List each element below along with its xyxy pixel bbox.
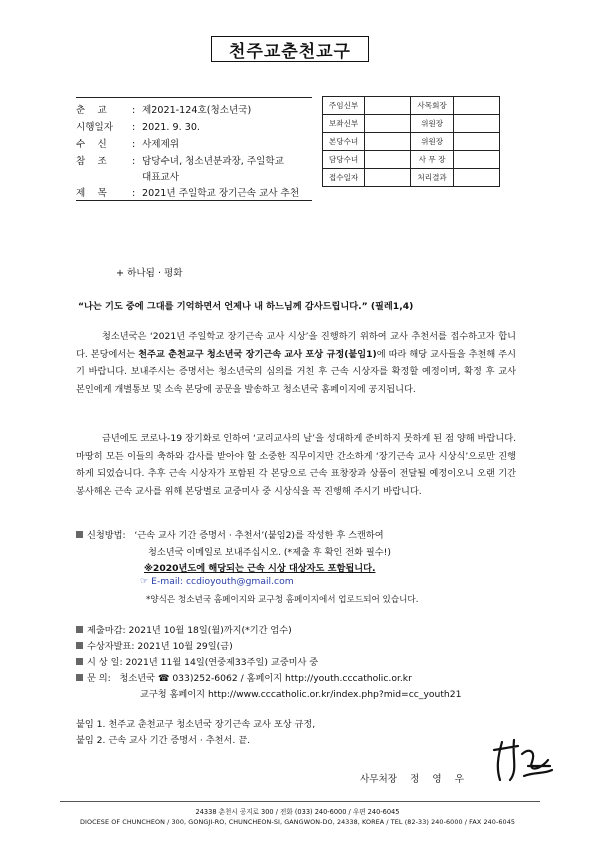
schedule-value: 2021년 11월 14일(연중제33주일) 교중미사 중 [125,657,319,668]
approval-left-label: 접수일자 [323,169,365,187]
header-field-row [76,121,200,135]
schedule-item [76,638,233,652]
paragraph-segment: 에 따라 해당 교사들을 추천해 주시기 바랍니다. 보내주시는 증명서는 청소년국의 심의를 거친 후 근속 시상자를 확정할 예정이며, 확정 후 교사 본인에게 개별통보 및 소속 본당에 공문을 발송하고 청소년국 홈페이지에 공지됩니다. [76,348,516,395]
header-bottom-rule [76,200,312,201]
approval-left-cell [365,97,411,115]
header-field-label: 수 신 [76,139,107,150]
header-field-row [76,187,299,201]
header-field-label: 제 목 [76,188,107,199]
approval-row [323,115,500,133]
approval-right-label: 처리결과 [411,169,453,187]
approval-right-label: 사목회장 [411,97,453,115]
paragraph-segment: 청소년국은 ‘2021년 주일학교 장기근속 교사 시상’을 진행하기 위하여 교사 추천서를 접수하고자 합니다. 본당에서는 [76,331,516,360]
application-email-line [140,576,294,587]
approval-left-label: 담당수녀 [323,151,365,169]
footer-address-korean: 24338 춘천시 공지로 300 / 전화 (033) 240-6000 / 우편 240-6045 [195,808,400,816]
header-field-colon [132,171,142,185]
approval-left-label: 주임신부 [323,97,365,115]
header-field-colon: : [132,139,136,150]
approval-right-cell [453,151,499,169]
approval-right-cell [453,133,499,151]
schedule-label: 제출마감: [87,625,126,636]
schedule-value: 2021년 10월 18일(월)까지(*기간 엄수) [128,625,292,636]
body-paragraph-2-text: 금년에도 코로나-19 장기화로 인하여 ‘교리교사의 날’을 성대하게 준비하지 못하게 된 점 양해 바랍니다. 마땅히 모든 이들의 축하와 감사를 받아야 할 소중한 직무이지만 간소하게 ‘장기근속 교사 시상식’으로만 진행하게 되었습니다. 추후 근속 시상자가 포함된 각 본당으로 근속 표창장과 상품이 전달될 예정이오니 오랜 기간 봉사해온 근속 교사를 위해 본당별로 교중미사 중 시상식을 꼭 진행해 주시기 바랍니다. [76,433,516,497]
application-line-1 [76,527,384,541]
email-link[interactable]: ccdioyouth@gmail.com [185,576,294,587]
footer-rule [60,801,540,802]
attachment-1: 붙임 1. 천주교 춘천교구 청소년국 장기근속 교사 포상 규정, [76,719,316,730]
approval-row [323,133,500,151]
application-line-3 [144,560,376,574]
attachment-2: 붙임 2. 근속 교사 기간 증명서 · 추천서. 끝. [76,735,251,746]
approval-right-cell [453,115,499,133]
approval-left-cell [365,115,411,133]
contact-youth-office: 청소년국 ☎ 033)252-6062 / 홈페이지 http://youth.cccatholic.or.kr [119,673,412,684]
body-paragraph-2 [76,430,516,500]
approval-right-cell [453,97,499,115]
approval-left-label: 보좌신부 [323,115,365,133]
bullet-square-icon [76,658,83,665]
header-field-label: 시행일자 [76,122,114,133]
header-field-value: 제2021-124호(청소년국) [142,105,252,116]
approval-row [323,169,500,187]
greeting: + 하나됨 · 평화 [116,268,183,279]
header-field-colon: : [132,105,136,116]
header-field-colon: : [132,156,136,167]
header-field-colon: : [132,188,136,199]
body-paragraph-1-text [76,328,516,398]
approval-right-label: 사 무 장 [411,151,453,169]
application-line-2: 청소년국 이메일로 보내주십시오. (*제출 후 확인 전화 필수!) [148,547,391,558]
approval-right-label: 위원장 [411,115,453,133]
header-field-label [76,171,132,185]
header-field-label: 참 조 [76,156,107,167]
handwritten-signature [488,736,558,784]
bullet-square-icon [76,531,83,538]
bullet-square-icon [76,642,83,649]
email-pointer: ☞ E-mail: [140,576,186,587]
application-text-1: ‘근속 교사 기간 증명서 · 추천서’(붙임2)를 작성한 후 스캔하여 [134,530,384,541]
approval-row [323,97,500,115]
contact-label: 문 의: [87,673,111,684]
approval-right-label: 위원장 [411,133,453,151]
header-top-rule [76,97,312,98]
scripture-verse: “나는 기도 중에 그대를 기억하면서 언제나 내 하느님께 감사드립니다.” (필레1,4) [78,301,414,312]
header-field-colon: : [132,122,136,133]
schedule-value: 2021년 10월 29일(금) [137,641,233,652]
footer-address-english: DIOCESE OF CHUNCHEON / 300, GONGJI-RO, CHUNCHEON-SI, GANGWON-DO, 24338, KOREA / TEL (82-33) 240-6000 / FAX 240-6045 [79,818,516,826]
paragraph-segment: 천주교 춘천교구 청소년국 장기근속 교사 포상 규정(붙임1) [138,348,377,360]
contact-line-2: 교구청 홈페이지 http://www.cccatholic.or.kr/index.php?mid=cc_youth21 [140,689,462,700]
signature-name: 사무처장 정 영 우 [360,774,465,785]
approval-left-cell [365,169,411,187]
approval-left-cell [365,133,411,151]
schedule-item [76,654,318,668]
form-note: *양식은 청소년국 홈페이지와 교구청 홈페이지에서 업로드되어 있습니다. [146,595,419,605]
org-title: 천주교춘천교구 [211,36,369,62]
schedule-label: 수상자발표: [87,641,135,652]
header-field-row [76,171,179,185]
schedule-item [76,622,292,636]
header-field-row [76,138,179,152]
header-field-value: 2021년 주일학교 장기근속 교사 추천 [142,188,300,199]
approval-row [323,151,500,169]
header-field-value: 대표교사 [142,172,180,183]
approval-table [322,96,500,187]
header-field-label: 춘 교 [76,105,107,116]
schedule-label: 시 상 일: [87,657,123,668]
header-field-row [76,104,251,118]
approval-left-cell [365,151,411,169]
header-field-row [76,155,284,169]
application-label: 신청방법: [87,530,126,541]
approval-left-label: 본당수녀 [323,133,365,151]
bullet-square-icon [76,626,83,633]
header-field-value: 사제제위 [142,139,180,150]
approval-right-cell [453,169,499,187]
header-field-value: 담당수녀, 청소년분과장, 주일학교 [142,156,284,167]
application-notice: ※2020년도에 해당되는 근속 시상 대상자도 포함됩니다. [144,563,376,574]
bullet-square-icon [76,674,83,681]
body-paragraph-1 [76,328,516,398]
header-field-value: 2021. 9. 30. [142,122,200,133]
contact-line-1 [76,670,412,684]
